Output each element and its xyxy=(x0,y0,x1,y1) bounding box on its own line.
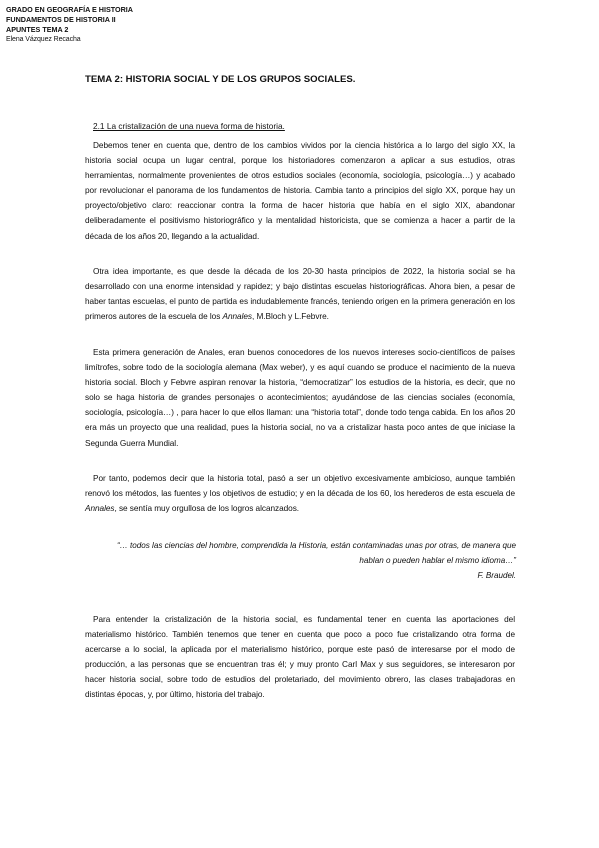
block-quote xyxy=(100,538,516,583)
paragraph-5: Para entender la cristalización de la historia social, es fundamental tener en cuenta las aportaciones del materialismo histórico. También tenemos que tener en cuenta que poco a poco fue cristalizando otra forma de acercarse a lo social, la aplicada por el materialismo histórico, porque este pasó de interesarse por el modo de producción, a las personas que se encuentran tras él; y muy pronto Carl Max y sus seguidores, se interesaron por hacer historia social, sobre todo de estudios del proletariado, del movimiento obrero, las clases trabajadoras en distintas épocas, y, por último, historia del trabajo. xyxy=(85,615,515,700)
paragraph-3: Esta primera generación de Anales, eran buenos conocedores de los nuevos intereses socio-científicos de países limítrofes, sobre todo de la sociología alemana (Max weber), y es aquí cuando se produce el nacimiento de la nueva historia social. Bloch y Febvre aspiran renovar la historia, “democratizar” los estudios de la historia, es decir, que no solo se haga historia de grandes personajes o acontecimientos; ayudándose de las ciencias sociales (economía, sociología, psicología…) , para hacer lo que ellos llaman: una “historia total”, donde todo tenga cabida. En los años 20 era más un proyecto que una realidad, pues la historia social, no va a cristalizar hasta poco antes de que iniciase la Segunda Guerra Mundial. xyxy=(85,348,515,448)
header-degree: GRADO EN GEOGRAFÍA E HISTORIA xyxy=(6,5,133,14)
quote-text: “… todos las ciencias del hombre, comprendida la Historia, están contaminadas unas por otras, de manera que hablan o pueden hablar el mismo idioma…” xyxy=(116,541,516,565)
quote-attribution: F. Braudel. xyxy=(477,571,516,580)
section-heading: 2.1 La cristalización de una nueva forma de historia. xyxy=(93,121,285,131)
header-notes: APUNTES TEMA 2 xyxy=(6,25,69,34)
paragraph-2-text-b: , M.Bloch y L.Febvre. xyxy=(251,312,329,322)
paragraph-4-text-b: , se sentía muy orgullosa de los logros alcanzados. xyxy=(114,504,300,514)
paragraph-2-text-a: Otra idea importante, es que desde la década de los 20-30 hasta principios de 2022, la historia social se ha desarrollado con una enorme intensidad y rapidez; y bajo distintas escuelas historiográficas. Ahora bien, a pesar de haber tantas escuelas, el punto de partida es indudablemente francés, teniendo origen en la primera generación en los primeros autores de la escuela de los xyxy=(85,267,515,322)
paragraph-2 xyxy=(85,264,515,324)
document-header xyxy=(6,5,133,45)
paragraph-1: Debemos tener en cuenta que, dentro de los cambios vividos por la ciencia histórica a lo largo del siglo XX, la historia social ocupa un lugar central, porque los historiadores comenzaron a aplicar a sus estudios, otras herramientas, normalmente provenientes de otros estudios sociales (economía, sociología, psicología…) y acabado por revolucionar el panorama de los fundamentos de historia. Cambia tanto a principios del siglo XX, porque hay un proyecto/objetivo claro: reaccionar contra la forma de hacer historia que había en el siglo XIX, abandonar deliberadamente el positivismo historiográfico y la mentalidad historicista, que se comienza a hacer a partir de la década de los años 20, llegando a la actualidad. xyxy=(85,141,515,241)
header-author: Elena Vázquez Recacha xyxy=(6,36,81,43)
header-course: FUNDAMENTOS DE HISTORIA II xyxy=(6,15,116,24)
paragraph-4 xyxy=(85,471,515,516)
page-title: TEMA 2: HISTORIA SOCIAL Y DE LOS GRUPOS SOCIALES. xyxy=(85,74,356,85)
paragraph-4-annales: Annales xyxy=(85,504,115,514)
paragraph-2-annales: Annales xyxy=(222,312,252,322)
paragraph-4-text-a: Por tanto, podemos decir que la historia total, pasó a ser un objetivo excesivamente ambicioso, aunque también renovó los métodos, las fuentes y los objetivos de estudio; y en la década de los 60, los herederos de esta escuela de xyxy=(85,474,515,499)
